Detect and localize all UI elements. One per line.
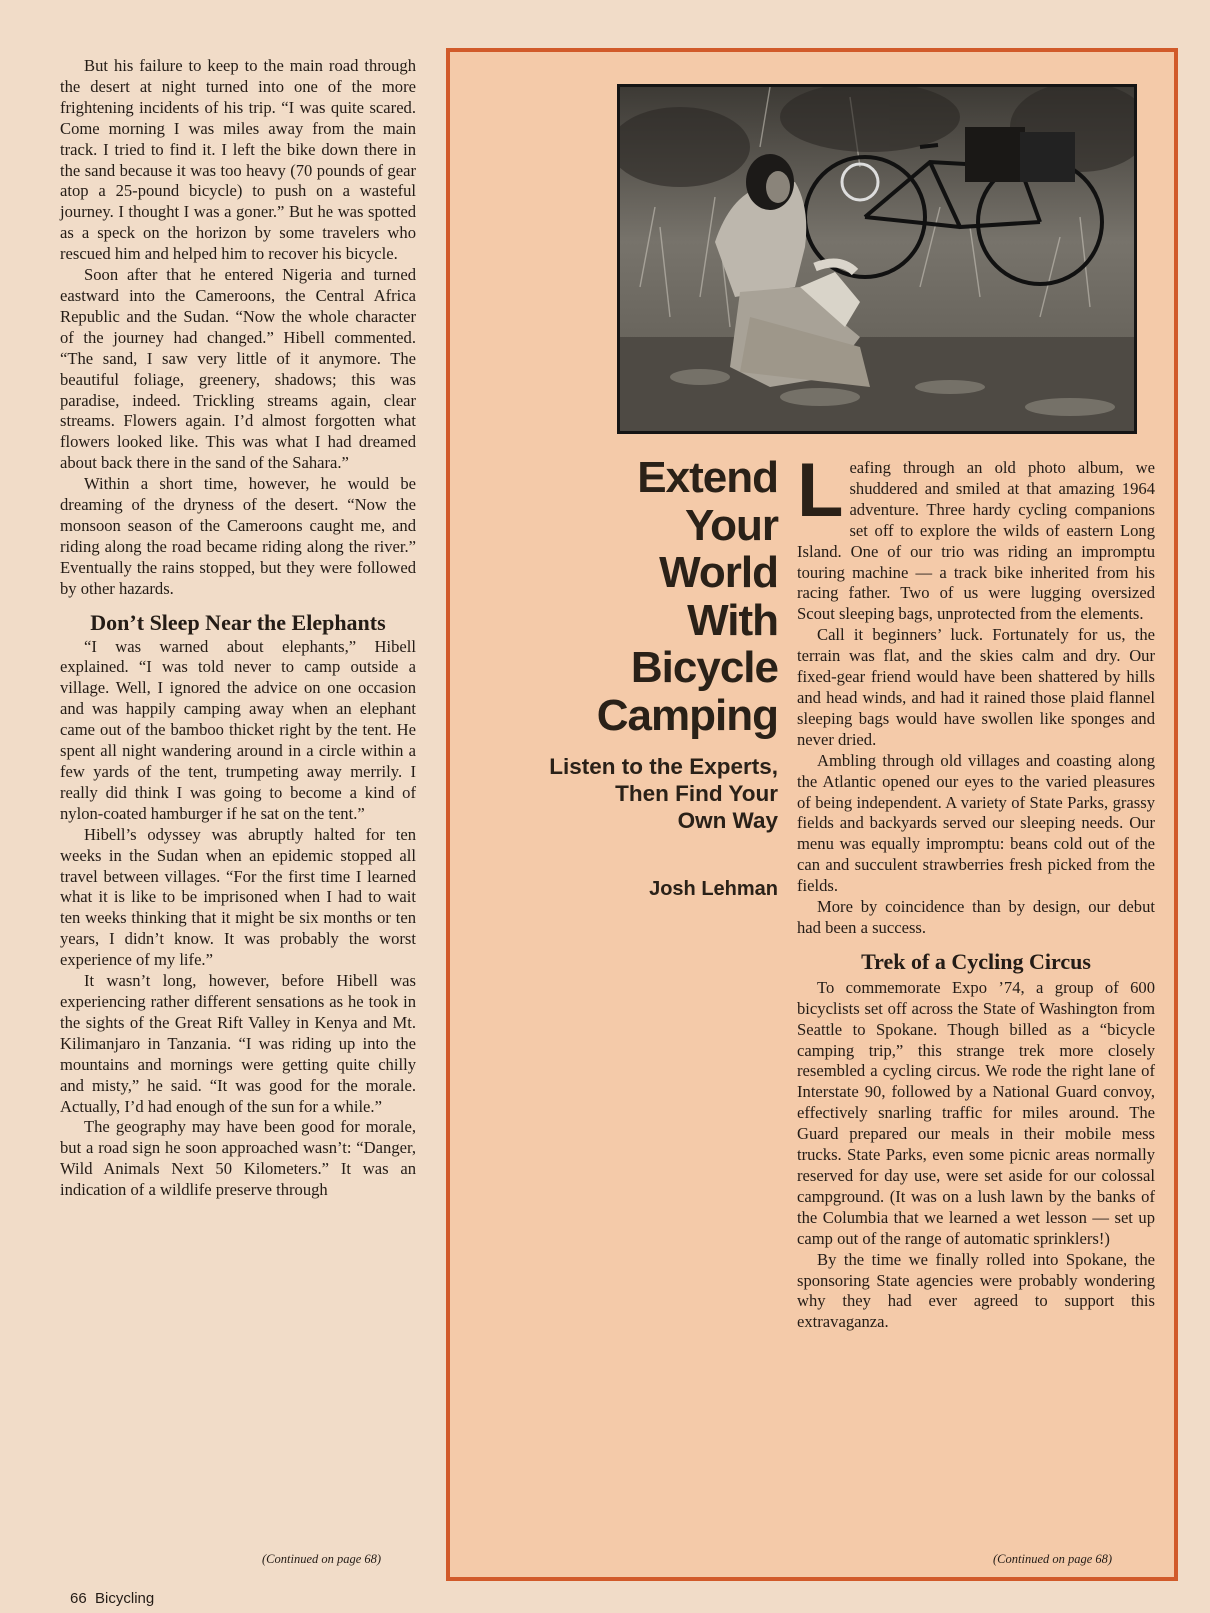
author-byline: Josh Lehman (649, 878, 778, 900)
left-paragraph: “I was warned about elephants,” Hibell explained. “I was told never to camp outside a village. Well, I ignored the advice on one occasion and was happily camping away when an elephant came out of the bamboo thicket right by the tent. He spent all night wandering around in a circle within a few yards of the tent, trumpeting away merrily. I really did think I was going to become a kind of nylon-coated hamburger if he sat on the tent.” (60, 636, 416, 823)
sidebar-article-column (797, 448, 1155, 1333)
drop-cap: L (797, 448, 844, 533)
deck-line: Own Way (677, 808, 778, 833)
cyclist-camping-photo (617, 84, 1137, 434)
photo-illustration (620, 87, 1134, 431)
deck-line: Listen to the Experts, (549, 754, 778, 779)
left-paragraph: Soon after that he entered Nigeria and turned eastward into the Cameroons, the Central Africa Republic and the Sudan. “Now the whole character of the journey had changed.” Hibell commented. “The sand, I saw very little of it anymore. The beautiful foliage, greenery, shadows; this was paradise, indeed. Trickling streams again, clear streams. Flowers again. I’d almost forgotten what flowers looked like. This was what I had dreamed about back there in the sand of the Sahara.” (60, 265, 416, 473)
left-paragraph: It wasn’t long, however, before Hibell was experiencing rather different sensations as he took in the sights of the Great Rift Valley in Kenya and Mt. Kilimanjaro in Tanzania. “I was riding up into the mountains and mornings were getting quite chilly and misty,” he said. “It was good for the morale. Actually, I’d had enough of the sun for a while.” (60, 971, 416, 1116)
first-paragraph-text: eafing through an old photo album, we shuddered and smiled at that amazing 1964 adventure. Three hardy cycling companions set off to explore the wilds of eastern Long Island. One of our trio was riding an impromptu touring machine — a track bike inherited from his racing father. Two of us were lugging oversized Scout sleeping bags, unprotected from the elements. (797, 458, 1155, 624)
sidebar-paragraph: By the time we finally rolled into Spokane, the sponsoring State agencies were probably wondering why they had ever agreed to support this extravaganza. (797, 1249, 1155, 1332)
sidebar-subhead: Trek of a Cycling Circus (861, 948, 1091, 974)
sidebar-first-paragraph (797, 448, 1155, 625)
left-continued-note: (Continued on page 68) (262, 1552, 382, 1566)
sidebar-continued-note: (Continued on page 68) (993, 1552, 1113, 1566)
left-subhead: Don’t Sleep Near the Elephants (90, 609, 386, 635)
sidebar-title-block (506, 454, 778, 901)
page-number: 66 (70, 1590, 87, 1607)
magazine-name: Bicycling (95, 1590, 155, 1607)
left-article-column (60, 56, 416, 1201)
left-paragraph: Hibell’s odyssey was abruptly halted for ten weeks in the Sudan when an epidemic stopped all travel between villages. “For the first time I learned what it is like to be imprisoned when I had to wait ten weeks thinking that it might be six months or ten years, I didn’t know. It was probably the worst experience of my life.” (60, 824, 416, 970)
title-line: World (659, 548, 778, 597)
sidebar-paragraph: More by coincidence than by design, our debut had been a success. (797, 897, 1155, 937)
sidebar-title (506, 454, 778, 739)
title-line: Your (685, 500, 778, 550)
left-paragraph: Within a short time, however, he would be dreaming of the dryness of the desert. “Now the monsoon season of the Cameroons caught me, and riding along the road became riding along the river.” Eventually the rains stopped, but they were followed by other hazards. (60, 474, 416, 598)
deck-line: Then Find Your (615, 781, 778, 806)
sidebar-deck (506, 753, 778, 834)
title-line: Bicycle (630, 643, 778, 692)
page-footer (70, 1590, 154, 1607)
sidebar-paragraph: To commemorate Expo ’74, a group of 600 bicyclists set off across the State of Washington from Seattle to Spokane. Though billed as a “bicycle camping trip,” this strange trek more closely resembled a cycling circus. We rode the right lane of Interstate 90, followed by a National Guard convoy, effectively snarling traffic for miles around. The Guard prepared our meals in their mobile mess trucks. State Parks, even some picnic areas normally reserved for day use, were set aside for our colossal campground. (It was on a lush lawn by the banks of the Columbia that we learned a wet lesson — set up camp out of the range of automatic sprinklers!) (797, 977, 1155, 1248)
sidebar-paragraph: Ambling through old villages and coasting along the Atlantic opened our eyes to the varied pleasures of being independent. A variety of State Parks, grassy fields and backyards served our sleeping needs. Our menu was equally impromptu: beans cold out of the can and succulent strawberries fresh picked from the fields. (797, 750, 1155, 896)
title-line: Extend (637, 453, 778, 502)
sidebar-paragraph: Call it beginners’ luck. Fortunately for us, the terrain was flat, and the skies calm and dry. Our fixed-gear friend would have been shattered by hills and head winds, and had it rained those plaid flannel sleeping bags would have swollen like sponges and never dried. (797, 625, 1155, 749)
left-paragraph: But his failure to keep to the main road through the desert at night turned into one of the more frightening incidents of his trip. “I was quite scared. Come morning I was miles away from the main track. I tried to find it. I left the bike down there in the sand because it was too heavy (70 pounds of gear atop a 25-pound bicycle) to push on a wasteful journey. I thought I was a goner.” But he was spotted as a speck on the horizon by some travelers who rescued him and helped him to recover his bicycle. (60, 56, 416, 264)
title-line: With (687, 595, 778, 645)
left-paragraph: The geography may have been good for morale, but a road sign he soon approached wasn’t: “Danger, Wild Animals Next 50 Kilometers.” It was an indication of a wildlife preserve through (60, 1117, 416, 1200)
title-line: Camping (596, 690, 778, 740)
